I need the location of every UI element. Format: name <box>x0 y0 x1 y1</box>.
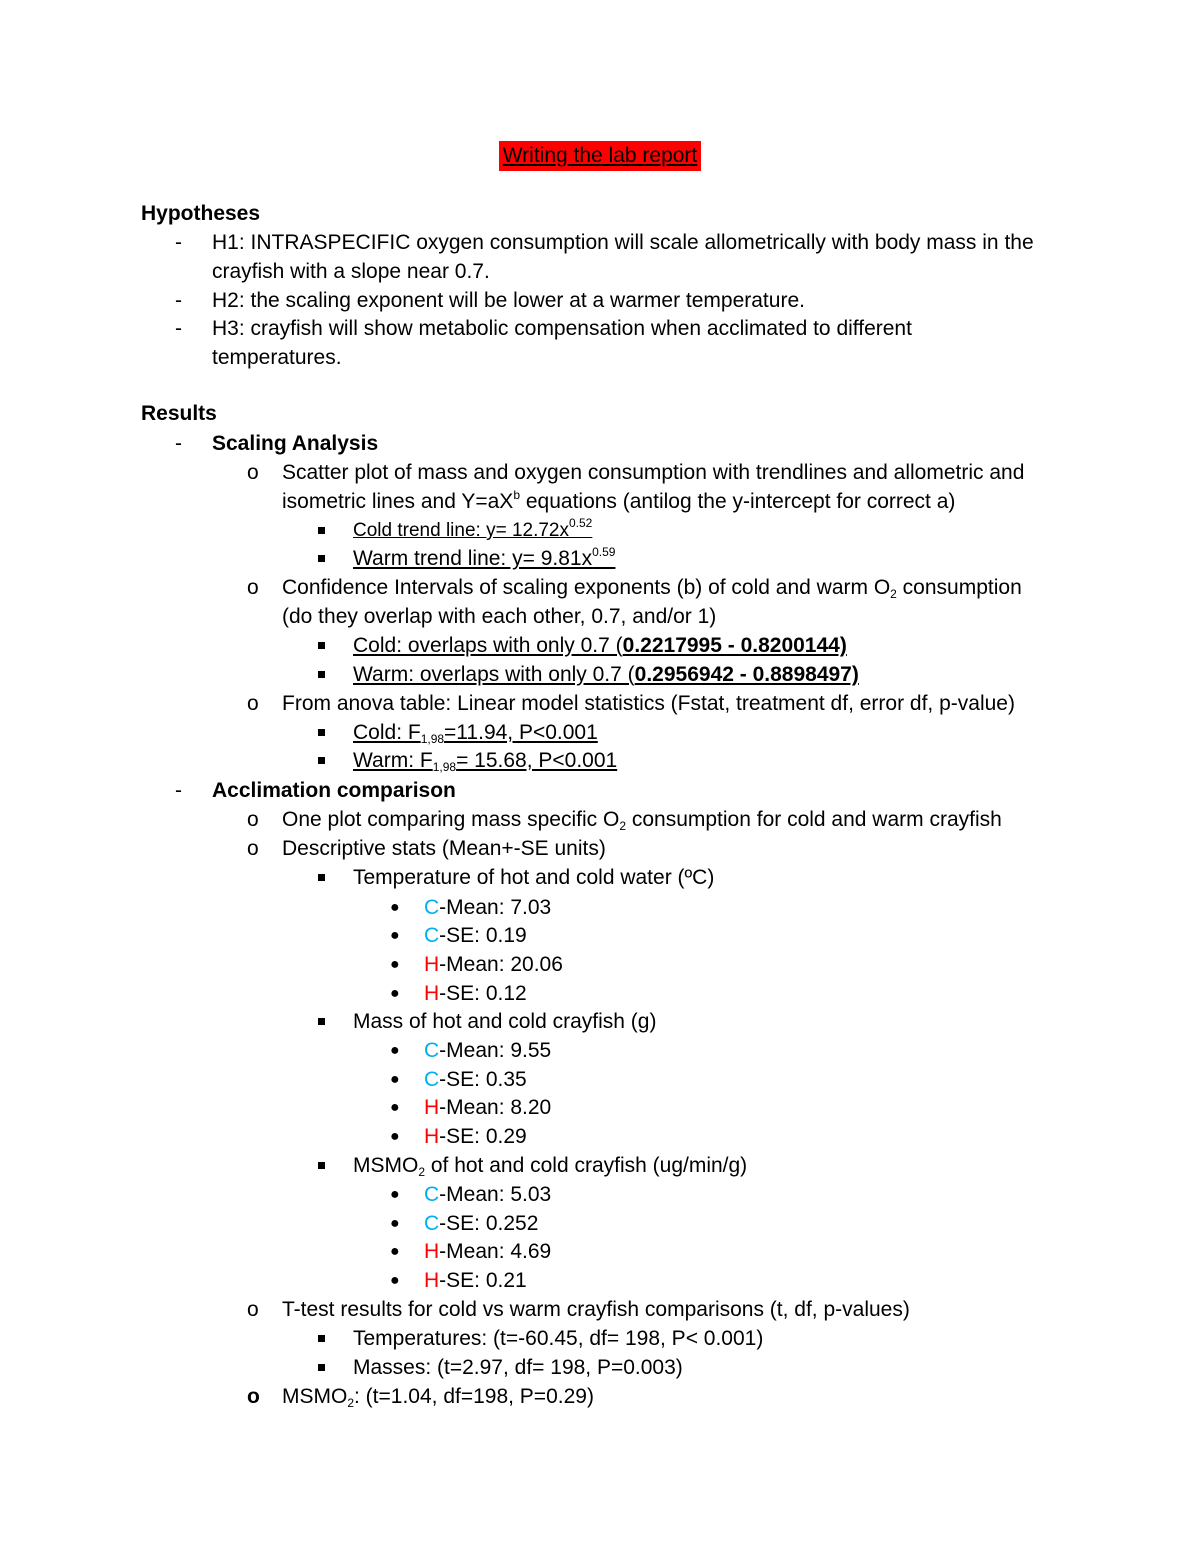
results-heading: Results <box>141 402 217 425</box>
acclimation-comparison-label: Acclimation comparison <box>212 779 456 802</box>
hypothesis-2: H2: the scaling exponent will be lower at a warmer temperature. <box>212 289 805 312</box>
dash-marker: - <box>175 779 182 802</box>
square-bullet-icon <box>318 718 325 747</box>
square-bullet-icon <box>318 746 325 775</box>
ci-cold: Cold: overlaps with only 0.7 (0.2217995 - 0.8200144) <box>353 634 847 657</box>
scaling-analysis-label: Scaling Analysis <box>212 432 379 455</box>
anova-warm: Warm: $F_{1,98}= 15.68$, P<0.001 <box>353 749 618 774</box>
dash-marker: - <box>175 317 182 340</box>
bullet-marker: ● <box>390 956 400 973</box>
circle-marker: o <box>247 1385 260 1408</box>
hypothesis-1-cont: crayfish with a slope near 0.7. <box>212 260 490 283</box>
scatter-plot-item: Scatter plot of mass and oxygen consumption with trendlines and allometric and <box>282 461 1025 484</box>
square-bullet-icon <box>318 1151 325 1180</box>
bullet-marker: ● <box>390 1099 400 1116</box>
temp-cold-se: C-SE: 0.19 <box>424 924 527 947</box>
circle-marker: o <box>247 692 259 715</box>
ci-warm: Warm: overlaps with only 0.7 (0.2956942 - 0.8898497) <box>353 663 859 686</box>
circle-marker: o <box>247 1298 259 1321</box>
bullet-marker: ● <box>390 1071 400 1088</box>
square-bullet-icon <box>318 863 325 892</box>
msmo-cold-se: C-SE: 0.252 <box>424 1212 539 1235</box>
bullet-marker: ● <box>390 899 400 916</box>
hypothesis-1: H1: INTRASPECIFIC oxygen consumption will scale allometrically with body mass in the <box>212 231 1034 254</box>
temp-cold-mean: C-Mean: 7.03 <box>424 896 552 919</box>
bullet-marker: ● <box>390 1042 400 1059</box>
circle-marker: o <box>247 808 259 831</box>
bullet-marker: ● <box>390 1243 400 1260</box>
square-bullet-icon <box>318 544 325 573</box>
msmo-hot-mean: H-Mean: 4.69 <box>424 1240 552 1263</box>
bullet-marker: ● <box>390 1272 400 1289</box>
bullet-marker: ● <box>390 1186 400 1203</box>
hypotheses-heading: Hypotheses <box>141 202 261 225</box>
msmo-cold-mean: C-Mean: 5.03 <box>424 1183 552 1206</box>
dash-marker: - <box>175 231 182 254</box>
square-bullet-icon <box>318 1007 325 1036</box>
square-bullet-icon <box>318 516 325 545</box>
mass-cold-se: C-SE: 0.35 <box>424 1068 527 1091</box>
confidence-intervals-item-cont: (do they overlap with each other, 0.7, and/or 1) <box>282 605 717 628</box>
descriptive-stats-item: Descriptive stats (Mean+-SE units) <box>282 837 606 860</box>
bullet-marker: ● <box>390 985 400 1002</box>
scatter-plot-item-cont: isometric lines and $Y=aX^b$ equations (antilog the y-intercept for correct a) <box>282 488 956 513</box>
acclimation-plot-item: One plot comparing mass specific $O_2$ consumption for cold and warm crayfish <box>282 808 1002 833</box>
temp-hot-se: H-SE: 0.12 <box>424 982 527 1005</box>
square-bullet-icon <box>318 1324 325 1353</box>
mass-cold-mean: C-Mean: 9.55 <box>424 1039 552 1062</box>
circle-marker: o <box>247 576 259 599</box>
ttest-temperatures: Temperatures: (t=-60.45, df= 198, P< 0.001) <box>353 1327 764 1350</box>
mass-hot-mean: H-Mean: 8.20 <box>424 1096 552 1119</box>
square-bullet-icon <box>318 660 325 689</box>
bullet-marker: ● <box>390 1215 400 1232</box>
document-title: Writing the lab report <box>499 141 702 171</box>
warm-trend-line: Warm trend line: $y= 9.81x^{0.59}$ <box>353 545 616 570</box>
hypothesis-3-cont: temperatures. <box>212 346 342 369</box>
square-bullet-icon <box>318 631 325 660</box>
mass-label: Mass of hot and cold crayfish (g) <box>353 1010 657 1033</box>
bullet-marker: ● <box>390 927 400 944</box>
msmo-hot-se: H-SE: 0.21 <box>424 1269 527 1292</box>
square-bullet-icon <box>318 1353 325 1382</box>
temperature-label: Temperature of hot and cold water (ºC) <box>353 866 715 889</box>
circle-marker: o <box>247 461 259 484</box>
ttest-item: T-test results for cold vs warm crayfish comparisons (t, df, p-values) <box>282 1298 910 1321</box>
cold-trend-line: Cold trend line: $y= 12.72x^{0.52}$ <box>353 516 593 541</box>
confidence-intervals-item: Confidence Intervals of scaling exponents (b) of cold and warm $O_2$ consumption <box>282 576 1022 601</box>
hypothesis-3: H3: crayfish will show metabolic compensation when acclimated to different <box>212 317 912 340</box>
msmo-label: $MSMO_2$ of hot and cold crayfish (ug/min/g) <box>353 1154 748 1179</box>
circle-marker: o <box>247 837 259 860</box>
bullet-marker: ● <box>390 1128 400 1145</box>
dash-marker: - <box>175 289 182 312</box>
ttest-msmo: $MSMO_2$: (t=1.04, df=198, P=0.29) <box>282 1385 594 1410</box>
anova-cold: Cold: $F_{1,98}=11.94$, P<0.001 <box>353 721 598 746</box>
dash-marker: - <box>175 432 182 455</box>
anova-item: From anova table: Linear model statistics (Fstat, treatment df, error df, p-value) <box>282 692 1015 715</box>
ttest-masses: Masses: (t=2.97, df= 198, P=0.003) <box>353 1356 683 1379</box>
mass-hot-se: H-SE: 0.29 <box>424 1125 527 1148</box>
temp-hot-mean: H-Mean: 20.06 <box>424 953 563 976</box>
